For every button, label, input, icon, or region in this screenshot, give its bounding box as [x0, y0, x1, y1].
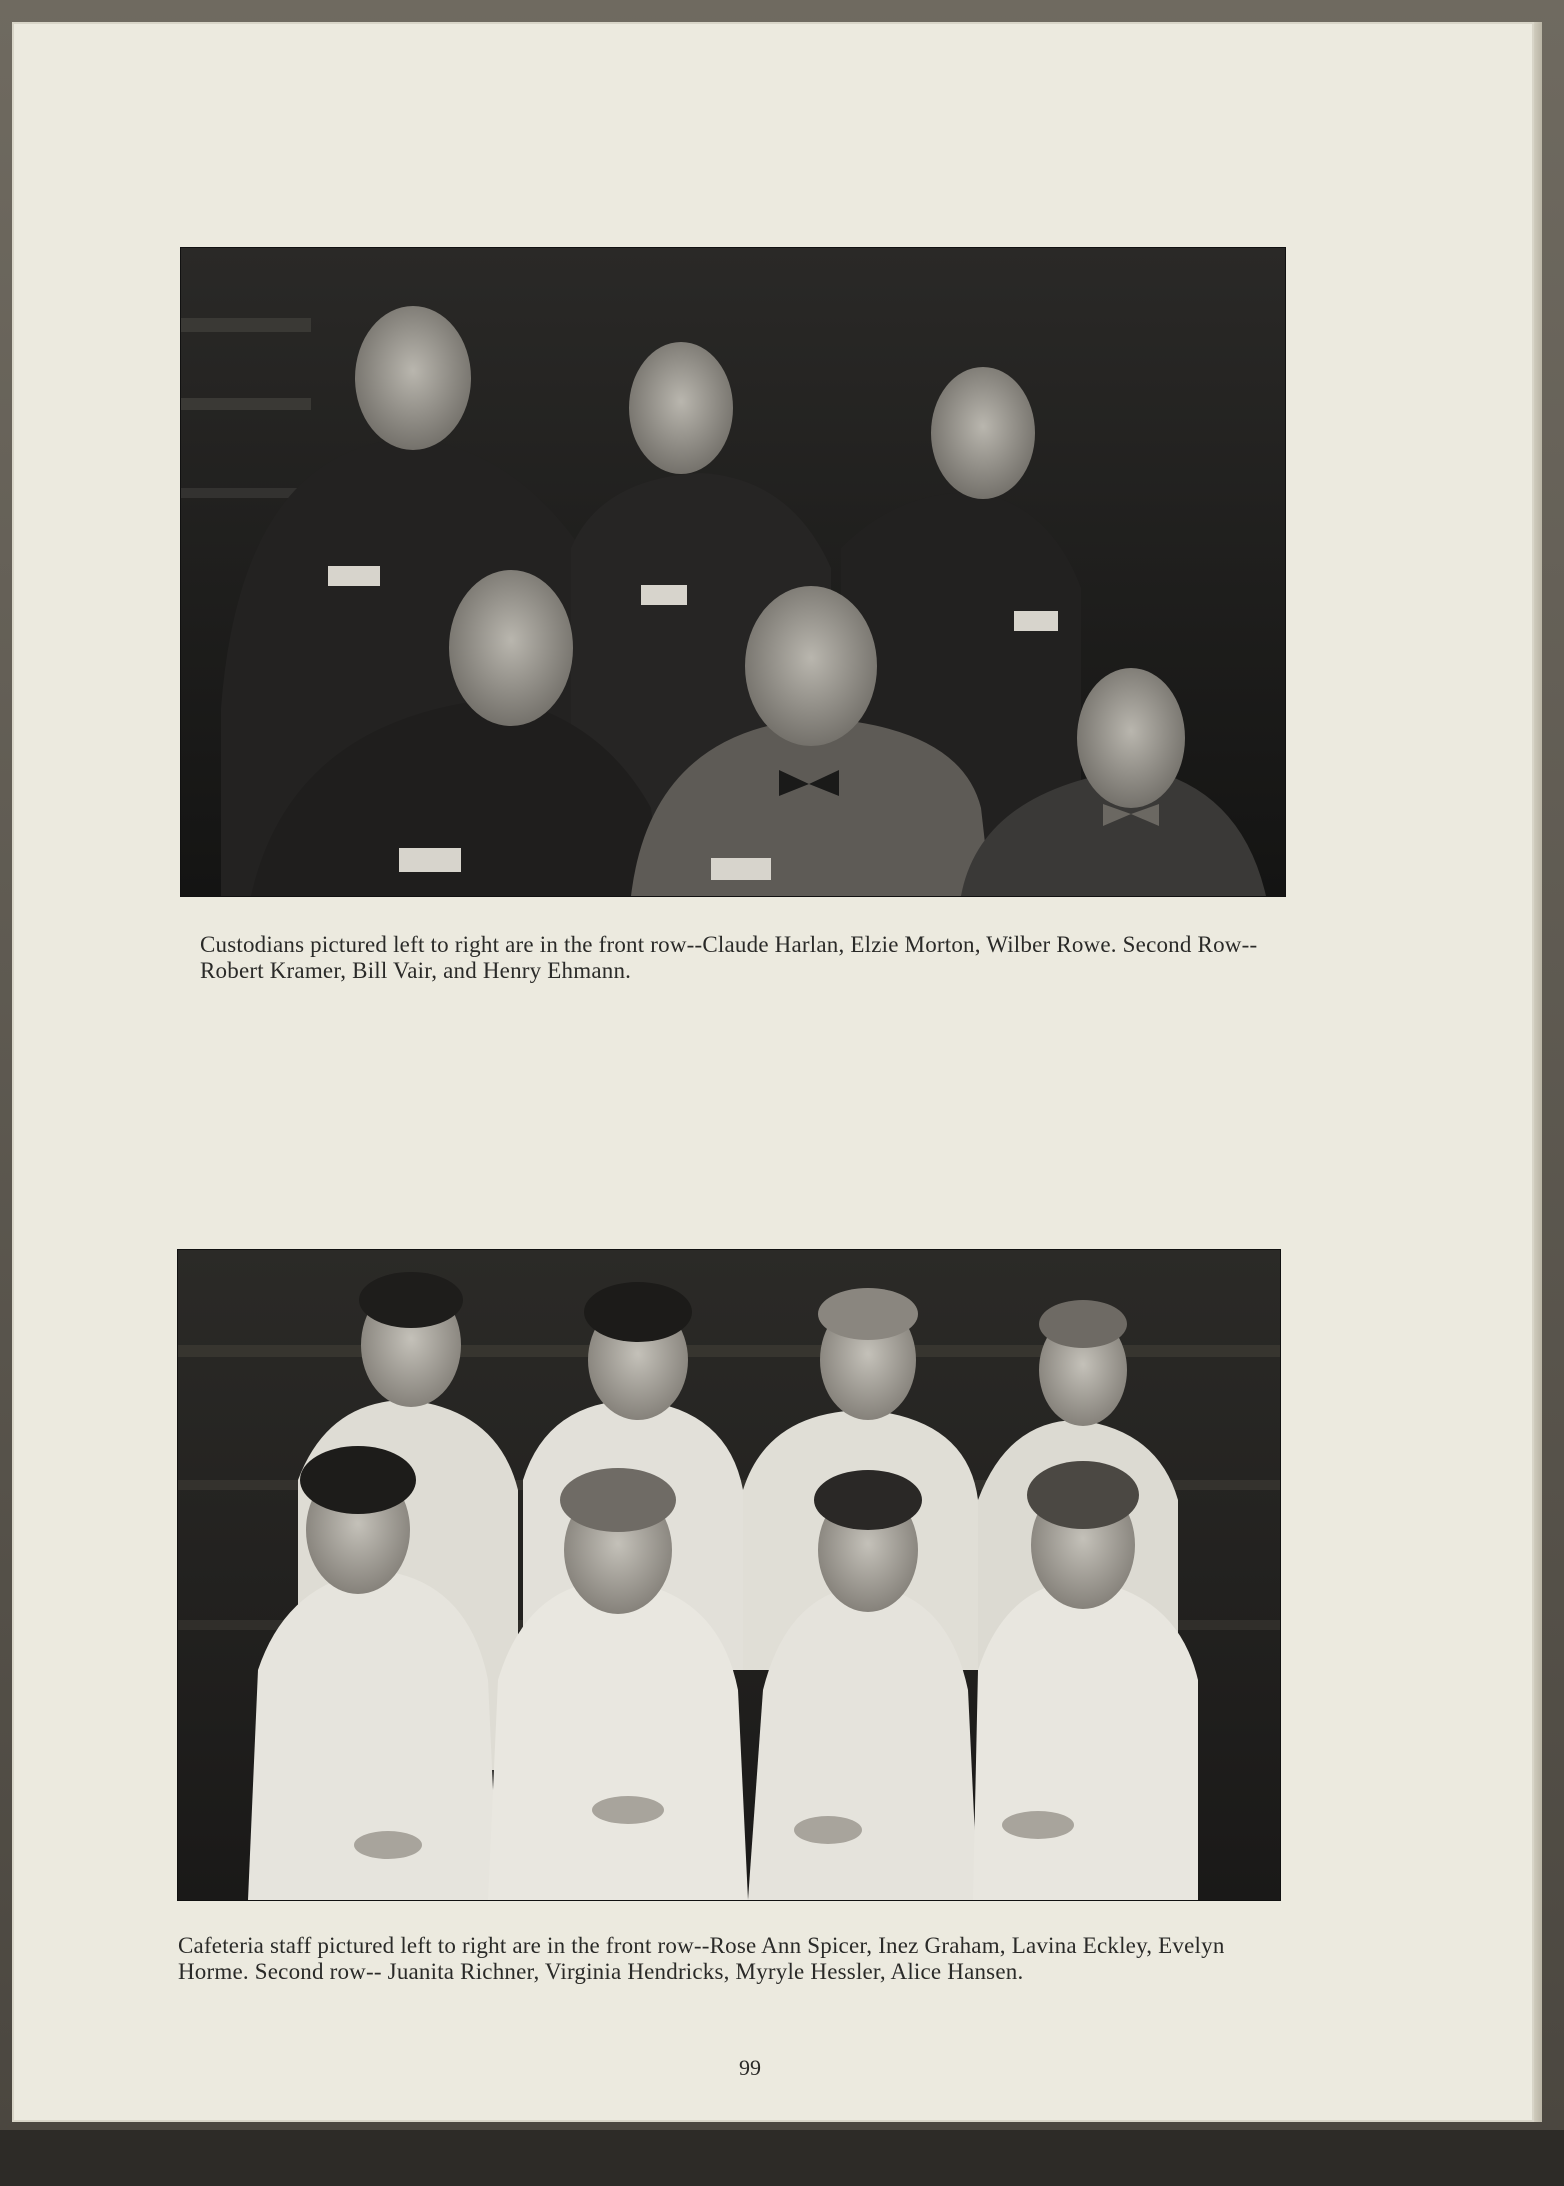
custodians-caption: Custodians pictured left to right are in the front row--Claude Harlan, Elzie Morton, Wilber Rowe. Second Row--Robert Kramer, Bill Vair, and Henry Ehmann.	[200, 932, 1258, 983]
custodians-group-photo	[181, 248, 1285, 896]
page-edge	[1534, 22, 1542, 2122]
group-photo-custodians-icon	[181, 248, 1285, 896]
binding-shadow	[0, 2130, 1564, 2186]
cafeteria-staff-group-photo	[178, 1250, 1280, 1900]
page-number: 99	[739, 2055, 761, 2080]
group-photo-cafeteria-icon	[178, 1250, 1280, 1900]
cafeteria-caption: Cafeteria staff pictured left to right are in the front row--Rose Ann Spicer, Inez Graham, Lavina Eckley, Evelyn Horme. Second row-- Juanita Richner, Virginia Hendricks, Myryle Hessler, Alice Hansen.	[178, 1933, 1225, 1984]
